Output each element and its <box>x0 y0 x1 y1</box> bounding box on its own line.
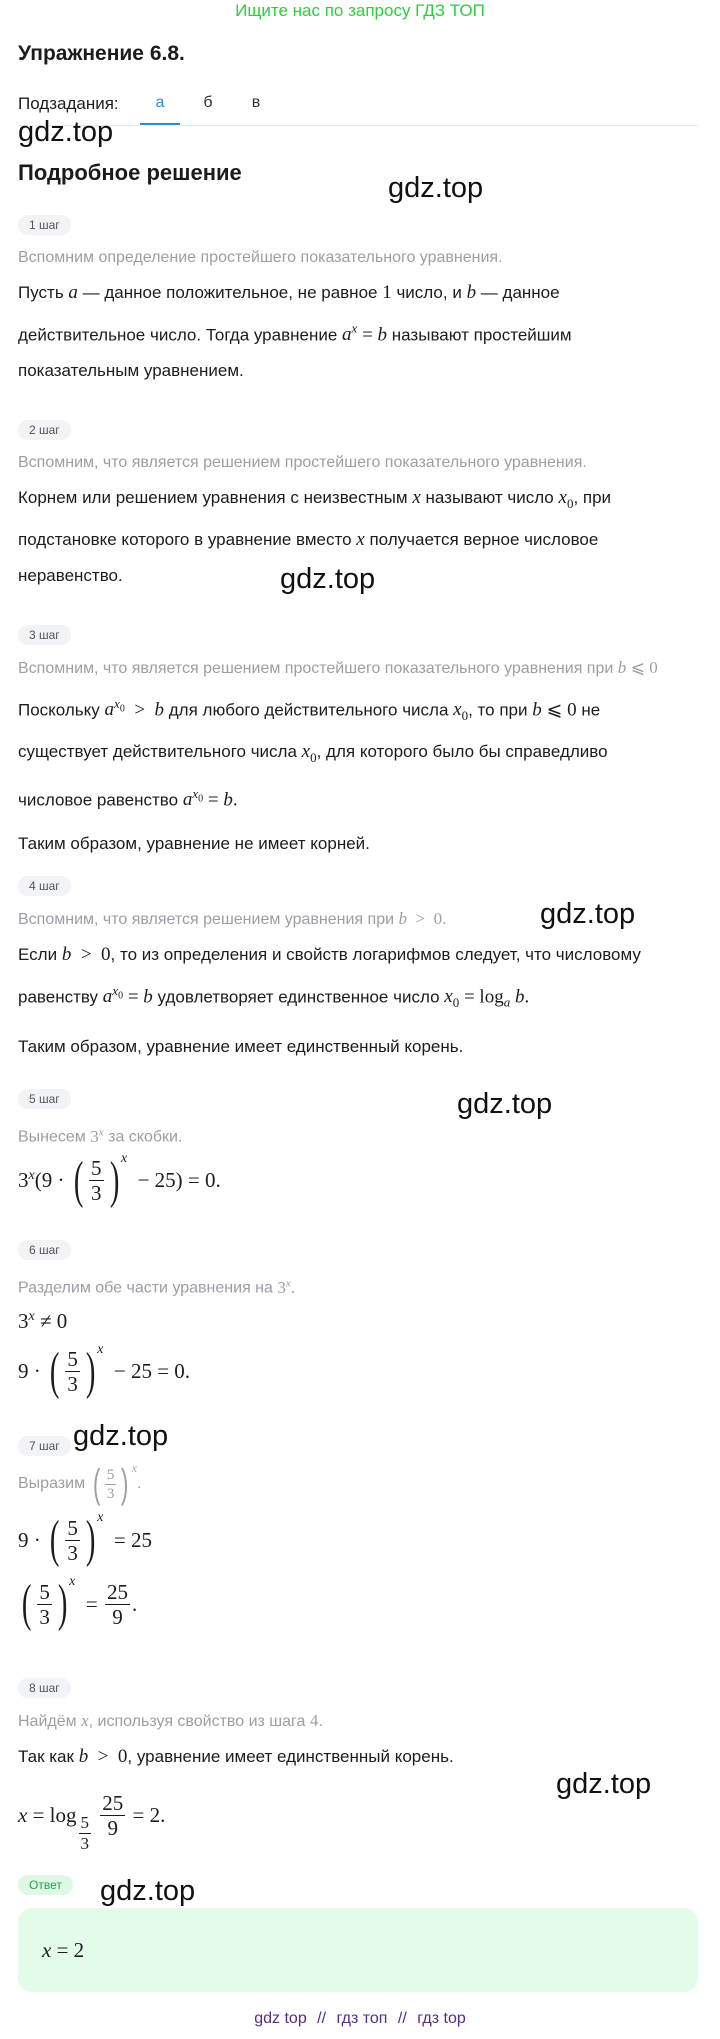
step-badge: 4 шаг <box>18 876 71 896</box>
step-conclusion: Таким образом, уравнение не имеет корней. <box>18 834 370 854</box>
step-hint: Вынесем 3$^x$ за скобки. <box>18 1126 183 1146</box>
step-1 <box>18 215 708 389</box>
step-hint: Вспомним, что является решением простейшего показательного уравнения при b ⩽ 0 <box>18 658 658 677</box>
watermark: gdz.top <box>457 1088 553 1120</box>
step-badge: 6 шаг <box>18 1240 71 1260</box>
step-8 <box>18 1678 708 1855</box>
step-text: Корнем или решением уравнения с неизвестным x называют число $x_0$, при подстановке которого в уравнение вместо x получается верное числовое неравенство. <box>18 487 612 585</box>
step-hint: Найдём x, используя свойство из шага 4. <box>18 1711 323 1730</box>
subtasks-bar <box>18 92 698 126</box>
step-badge: 1 шаг <box>18 215 71 235</box>
step-hint: Разделим обе части уравнения на 3$^x$. <box>18 1277 295 1297</box>
section-title: Подробное решение <box>18 160 242 185</box>
step-3 <box>18 625 708 862</box>
math-expression: $3^x \ne 0$ <box>18 1309 68 1334</box>
math-expression: $3^x(9$ · ( $\frac{5}{3}$ ) x − 25) = 0. <box>18 1150 221 1209</box>
step-hint: Выразим ( $\frac{5}{3}$ ) x . <box>18 1461 142 1506</box>
step-conclusion: Таким образом, уравнение имеет единственный корень. <box>18 1037 464 1057</box>
step-text: Если b > 0, то из определения и свойств логарифмов следует, что числовому равенству $a^{x_0} = b$ удовлетворяет единственное число $x_0 = \log_a b$. <box>18 944 641 1011</box>
step-text: Пусть a — данное положительное, не равное 1 число, и b — данное действительное число. Тогда уравнение $a^x = b$ называют простейшим показательным уравнением. <box>18 282 572 381</box>
footer-link[interactable]: гдз top <box>417 2010 466 2027</box>
step-hint: Вспомним определение простейшего показательного уравнения. <box>18 249 503 266</box>
step-2 <box>18 420 708 594</box>
step-7 <box>18 1436 708 1636</box>
step-hint: Вспомним, что является решением простейшего показательного уравнения. <box>18 454 587 471</box>
math-expression: ( $\frac{5}{3}$ ) x = $\frac{25}{9}$ . <box>21 1574 138 1632</box>
step-badge: 2 шаг <box>18 420 71 440</box>
watermark: gdz.top <box>18 116 114 148</box>
answer-box: x = 2 <box>18 1908 698 1992</box>
watermark: gdz.top <box>100 1875 196 1907</box>
step-badge: 8 шаг <box>18 1678 71 1698</box>
subtask-tab-a[interactable]: а <box>140 94 180 125</box>
answer-badge: Ответ <box>18 1875 73 1895</box>
step-badge: 5 шаг <box>18 1089 71 1109</box>
footer-separator: // <box>317 2010 327 2027</box>
subtask-tab-b[interactable]: б <box>203 94 213 111</box>
watermark: gdz.top <box>73 1420 169 1452</box>
step-hint: Вспомним, что является решением уравнения при b > 0. <box>18 909 447 928</box>
math-expression: 9 · ( $\frac{5}{3}$ ) x − 25 = 0. <box>18 1341 191 1400</box>
footer-link[interactable]: гдз топ <box>336 2010 388 2027</box>
step-6 <box>18 1240 708 1404</box>
step-badge: 3 шаг <box>18 625 71 645</box>
footer-separator: // <box>397 2010 407 2027</box>
answer-label <box>18 1875 73 1895</box>
step-badge: 7 шаг <box>18 1436 71 1456</box>
watermark: gdz.top <box>540 898 636 930</box>
watermark: gdz.top <box>556 1768 652 1800</box>
top-banner[interactable]: Ищите нас по запросу ГДЗ ТОП <box>235 1 485 20</box>
math-expression: x = log $\frac{5}{3}$ $\frac{25}{9}$ = 2. <box>18 1790 166 1853</box>
step-5 <box>18 1089 708 1213</box>
step-4 <box>18 876 708 1065</box>
watermark: gdz.top <box>280 563 376 595</box>
step-text: Поскольку $a^{x_0} > b$ для любого действительного числа $x_0$, то при b ⩽ 0 не существует действительного числа $x_0$, для которого было бы справедливо числовое равенство $a^{x_0} = b$. <box>18 696 608 811</box>
subtasks-label: Подзадания: <box>18 94 119 113</box>
subtask-tab-v[interactable]: в <box>251 94 261 111</box>
footer-link[interactable]: gdz top <box>254 2010 307 2027</box>
watermark: gdz.top <box>388 172 484 204</box>
math-expression: 9 · ( $\frac{5}{3}$ ) x = 25 <box>18 1510 152 1568</box>
footer-links <box>0 2010 720 2028</box>
page-title: Упражнение 6.8. <box>18 42 185 65</box>
step-text: Так как b > 0, уравнение имеет единственный корень. <box>18 1746 454 1767</box>
